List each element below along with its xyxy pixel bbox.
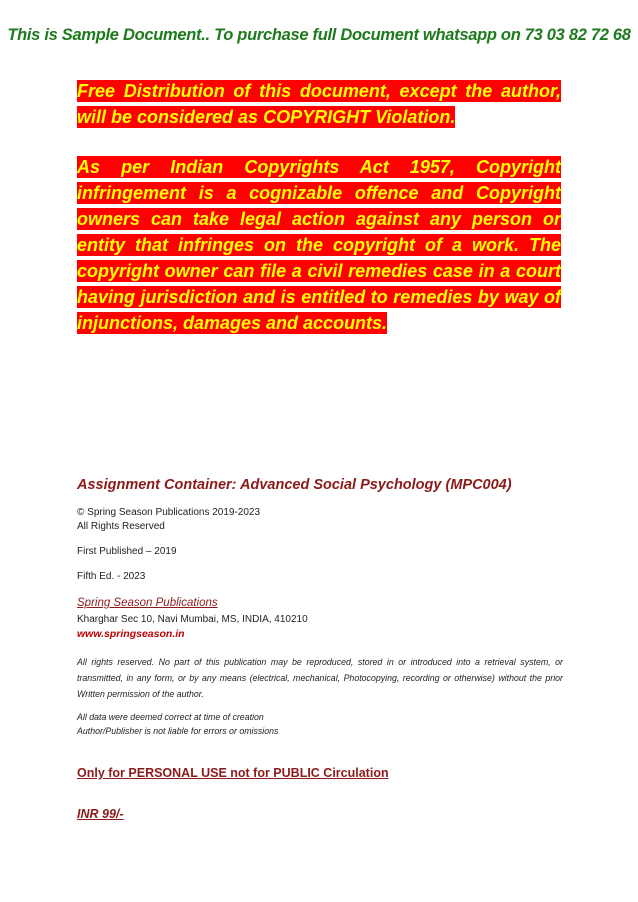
- copyright-warning-act: [77, 154, 561, 336]
- personal-use-notice: Only for PERSONAL USE not for PUBLIC Circulation: [77, 766, 389, 780]
- publisher-address: Kharghar Sec 10, Navi Mumbai, MS, INDIA, 410210: [77, 614, 308, 625]
- edition-line: Fifth Ed. - 2023: [77, 571, 146, 582]
- first-published-line: First Published – 2019: [77, 546, 177, 557]
- legal-notice: All rights reserved. No part of this publication may be reproduced, stored in or introduced into a retrieval system, or transmitted, in any form, or by any means (electrical, mechanical, Photocopying, recording or otherwise) without the prior Written permission of the author.: [77, 657, 563, 699]
- copyright-warning-distribution-text: Free Distribution of this document, except the author, will be considered as COPYRIGHT Violation.: [77, 81, 561, 127]
- copyright-line: © Spring Season Publications 2019-2023: [77, 507, 261, 518]
- price-label: INR 99/-: [77, 807, 124, 821]
- liability-note: Author/Publisher is not liable for errors or omissions: [77, 726, 279, 736]
- publisher-name: Spring Season Publications: [77, 597, 218, 609]
- rights-reserved-line: All Rights Reserved: [77, 521, 165, 532]
- sample-banner: This is Sample Document.. To purchase full Document whatsapp on 73 03 82 72 68: [7, 26, 631, 44]
- publisher-website-link[interactable]: www.springseason.in: [77, 628, 185, 640]
- document-title: Assignment Container: Advanced Social Psychology (MPC004): [77, 477, 512, 493]
- copyright-warning-distribution: [77, 78, 561, 130]
- copyright-warning-act-text: As per Indian Copyrights Act 1957, Copyright infringement is a cognizable offence and Copyright owners can take legal action against any person or entity that infringes on the copyright of a work. The copyright owner can file a civil remedies case in a court having jurisdiction and is entitled to remedies by way of injunctions, damages and accounts.: [77, 157, 561, 333]
- data-accuracy-note: All data were deemed correct at time of creation: [77, 712, 264, 722]
